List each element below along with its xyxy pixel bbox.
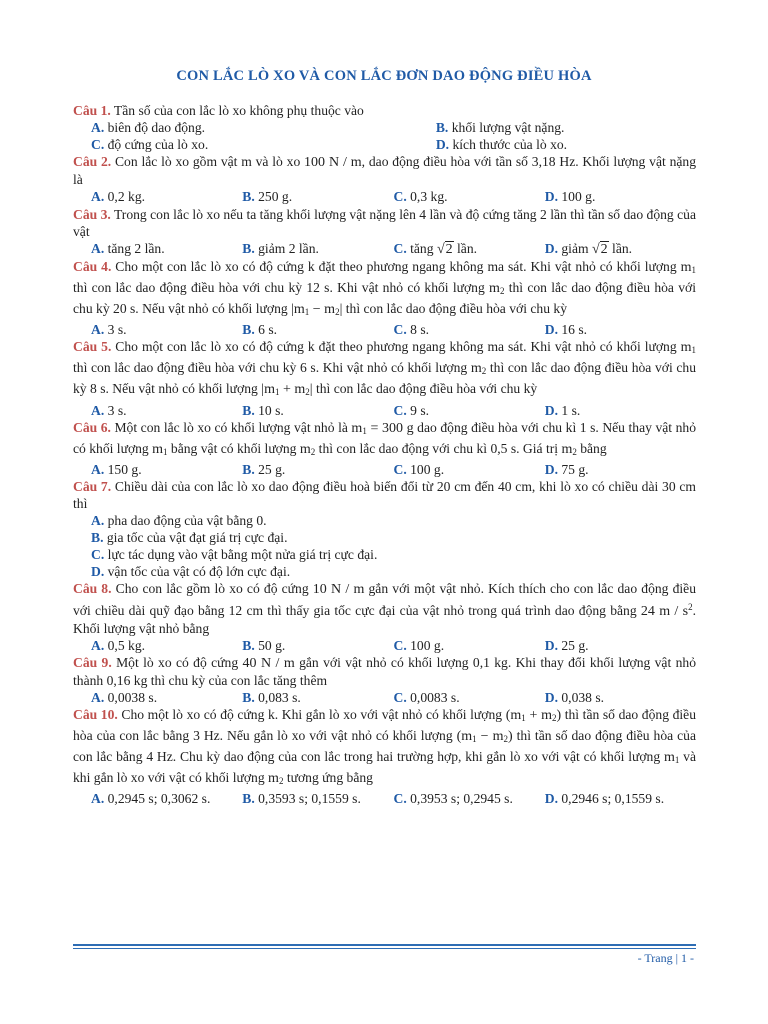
- mass-symbol: [489, 281, 504, 296]
- answer-a[interactable]: [91, 689, 242, 706]
- answer-text: 0,0038 s.: [107, 690, 158, 705]
- answer-text: 3 s.: [107, 402, 127, 418]
- sqrt-symbol: √2: [591, 241, 608, 257]
- answer-letter: A.: [91, 120, 105, 136]
- answer-d[interactable]: [545, 240, 696, 258]
- subscript: 2: [503, 734, 509, 745]
- answer-row: [73, 637, 696, 654]
- answer-text: 100 g.: [410, 461, 445, 477]
- subscript: 1: [472, 734, 477, 745]
- var: m: [268, 771, 279, 787]
- answer-letter: D.: [544, 637, 558, 653]
- answer-d[interactable]: [436, 136, 696, 153]
- answer-text: khối lượng vật nặng.: [451, 120, 565, 136]
- subscript: 1: [304, 307, 310, 318]
- math-expression: [291, 302, 342, 317]
- answer-row: [73, 689, 696, 706]
- answer-text: kích thước của lò xo.: [452, 137, 568, 153]
- answer-d[interactable]: [545, 188, 696, 205]
- answer-row: [73, 402, 696, 419]
- answer-b[interactable]: [242, 461, 393, 478]
- bar: |: [339, 302, 343, 318]
- subscript: 2: [572, 446, 577, 457]
- question-label: Câu 10.: [73, 707, 118, 723]
- math-expression: 40 N / m: [242, 655, 295, 671]
- question-label: Câu 8.: [73, 581, 112, 597]
- answer-letter: C.: [393, 240, 407, 256]
- answer-text: 3 s.: [107, 322, 127, 338]
- var: m: [489, 280, 500, 296]
- answer-letter: A.: [91, 189, 105, 205]
- question-text: Một lò xo có độ cứng: [111, 654, 243, 670]
- answer-letter: A.: [91, 791, 105, 807]
- answer-row: [73, 461, 696, 478]
- answer-letter: D.: [544, 189, 558, 205]
- operator: −: [476, 729, 493, 745]
- var: m: [351, 420, 363, 436]
- answer-letter: B.: [242, 240, 255, 256]
- question-3: [73, 206, 696, 240]
- var: m: [299, 441, 311, 457]
- subscript: 2: [499, 285, 505, 296]
- question-text: gắn với một vật nhỏ. Kích thích cho con lắc dao động điều với chiều dài quỹ đạo bằng 12 cm thì thấy gia tốc cực đại của vật nhỏ trong quá trình dao động bằng: [73, 581, 696, 618]
- question-text: dao động điều hòa với chu kì 1 s. Nếu thay vật nhỏ có khối lượng: [73, 419, 696, 456]
- answer-text: 100 g.: [410, 637, 445, 653]
- answer-letter: C.: [393, 637, 407, 653]
- var: m: [152, 441, 164, 457]
- answer-text: vận tốc của vật có độ lớn cực đại.: [107, 564, 291, 580]
- answer-letter: C.: [393, 791, 407, 807]
- var: m: [680, 259, 692, 275]
- answer-text: 0,2 kg.: [107, 189, 146, 205]
- question-5: [73, 338, 696, 401]
- var: m: [470, 361, 482, 377]
- answer-text: 0,3 kg.: [410, 189, 448, 205]
- answer-a[interactable]: [91, 790, 242, 807]
- mass-symbol: [152, 442, 167, 457]
- answer-text: 100 g.: [561, 189, 596, 205]
- subscript: 1: [521, 713, 526, 724]
- answer-text: 0,2945 s; 0,3062 s.: [107, 791, 211, 807]
- question-text: Con lắc lò xo gồm vật m và lò xo: [111, 154, 305, 170]
- subscript: 1: [691, 345, 696, 356]
- answer-text: 6 s.: [258, 322, 278, 338]
- answer-b[interactable]: [242, 402, 393, 419]
- operator: +: [279, 382, 295, 398]
- subscript: 1: [163, 446, 168, 457]
- question-text: tương ứng bằng: [283, 770, 373, 786]
- answer-letter: B.: [91, 530, 104, 546]
- answer-text: 25 g.: [258, 461, 286, 477]
- math-expression: [506, 708, 561, 723]
- answer-letter: C.: [393, 189, 407, 205]
- question-text: gắn với vật nhỏ có khối lượng 0,1 kg. Khi thay đổi khối lượng vật nhỏ thành 0,16 kg thì chu kỳ của con lắc tăng thêm: [73, 654, 696, 688]
- answer-b[interactable]: [242, 790, 393, 807]
- question-text: thì con lắc dao động điều hòa với chu kỳ 6 s. Khi vật nhỏ có khối lượng: [73, 360, 471, 376]
- answer-d[interactable]: [545, 321, 696, 338]
- math-expression: [640, 601, 693, 619]
- var: m: [561, 441, 573, 457]
- answer-row: [73, 790, 696, 807]
- question-text: Tần số của con lắc lò xo không phụ thuộc vào: [110, 103, 364, 118]
- answer-b[interactable]: [242, 240, 393, 258]
- question-6: [73, 419, 696, 461]
- answer-a[interactable]: [91, 240, 242, 258]
- var: m: [294, 382, 306, 398]
- question-8: [73, 580, 696, 636]
- radicand: 2: [600, 241, 608, 257]
- var: m: [663, 750, 675, 766]
- answer-letter: D.: [91, 564, 105, 580]
- var: m: [293, 302, 305, 318]
- answer-c[interactable]: [394, 790, 545, 807]
- answer-text: 8 s.: [410, 322, 430, 338]
- question-label: Câu 1.: [73, 103, 111, 118]
- answer-text: 10 s.: [258, 402, 284, 418]
- paren: ): [556, 708, 562, 724]
- var: m: [324, 302, 336, 318]
- answer-text: 0,3593 s; 0,1559 s.: [258, 791, 361, 807]
- answer-letter: C.: [91, 137, 105, 153]
- answer-letter: D.: [435, 137, 450, 153]
- question-label: Câu 2.: [73, 154, 112, 170]
- answer-text: gia tốc của vật đạt giá trị cực đại.: [106, 530, 288, 546]
- operator: +: [525, 708, 542, 724]
- subscript: 2: [335, 307, 340, 318]
- answer-row: [73, 321, 696, 338]
- subscript: 1: [691, 264, 696, 275]
- answer-text: 9 s.: [410, 402, 430, 418]
- answer-a[interactable]: [91, 119, 436, 136]
- answer-text: 0,0083 s.: [410, 690, 460, 705]
- answer-text: biên độ dao động.: [107, 120, 206, 136]
- question-text: Trong con lắc lò xo nếu ta tăng khối lượng vật nặng lên 4 lần và độ cứng tăng 2 lần thì tần số dao động của vật: [73, 206, 696, 239]
- var: m: [264, 382, 275, 398]
- answer-c[interactable]: [394, 689, 545, 706]
- answer-letter: C.: [393, 461, 407, 477]
- question-text: thì con lắc dao động điều hòa với chu kỳ 20 s. Nếu vật nhỏ có khối lượng: [73, 279, 696, 317]
- var: m: [492, 729, 504, 745]
- question-10: [73, 706, 696, 790]
- subscript: 1: [362, 425, 367, 436]
- answer-letter: B.: [242, 461, 255, 477]
- question-text: Chiều dài của con lắc lò xo dao động điều hoà biến đổi từ 20 cm đến 40 cm, khi lò xo có chiều dài 30 cm thì: [73, 478, 696, 511]
- question-4: [73, 258, 696, 321]
- question-label: Câu 9.: [73, 654, 112, 670]
- answer-letter: B.: [242, 690, 255, 705]
- answer-text: 250 g.: [258, 189, 293, 205]
- question-text: . Khối lượng vật nhỏ bằng: [73, 602, 696, 636]
- value: 24 m / s: [640, 603, 689, 619]
- answer-letter: D.: [544, 402, 558, 418]
- answer-text: 1 s.: [561, 402, 581, 418]
- answer-text: 150 g.: [107, 461, 142, 477]
- answer-text: 0,3953 s; 0,2945 s.: [410, 791, 513, 807]
- paren: (: [456, 729, 462, 745]
- answer-letter: D.: [544, 690, 558, 705]
- paren: (: [505, 708, 511, 724]
- answer-row: [73, 119, 696, 136]
- question-text: bằng: [576, 440, 607, 456]
- footer-divider: [73, 944, 696, 946]
- answer-text: 75 g.: [561, 461, 589, 477]
- paren: ): [508, 729, 513, 745]
- question-text: thì con lắc dao động với chu kì 0,5 s. Giá trị: [315, 440, 562, 456]
- answer-text: pha dao động của vật bằng 0.: [107, 513, 267, 529]
- mass-symbol: [561, 442, 576, 457]
- answer-letter: D.: [544, 240, 558, 256]
- sqrt-symbol: √2: [436, 241, 453, 257]
- subscript: 2: [278, 776, 284, 787]
- answer-b[interactable]: [242, 689, 393, 706]
- answer-letter: A.: [91, 637, 105, 653]
- value: = 300 g: [370, 420, 414, 436]
- answer-text: 25 g.: [561, 637, 589, 653]
- subscript: 2: [310, 446, 316, 457]
- answer-b[interactable]: [436, 119, 696, 136]
- answer-d[interactable]: [545, 790, 696, 807]
- answer-text: 0,2946 s; 0,1559 s.: [561, 791, 665, 807]
- answer-text: tăng 2 lần.: [107, 240, 165, 256]
- answer-a[interactable]: [73, 512, 696, 529]
- question-2: [73, 153, 696, 188]
- answer-d[interactable]: [545, 402, 696, 419]
- subscript: 1: [274, 387, 280, 398]
- question-text: thì con lắc dao động điều hòa với chu kỳ: [342, 301, 568, 317]
- answer-letter: A.: [91, 402, 105, 418]
- question-label: Câu 3.: [73, 206, 111, 222]
- answer-c[interactable]: [394, 240, 545, 258]
- question-text: thì con lắc dao động điều hòa với chu kỳ: [312, 381, 538, 397]
- footer-divider-thin: [73, 948, 696, 949]
- question-label: Câu 7.: [73, 478, 112, 494]
- answer-a[interactable]: [91, 402, 242, 419]
- page-title: CON LẮC LÒ XO VÀ CON LẮC ĐƠN DAO ĐỘNG ĐIỀU HÒA: [176, 68, 592, 84]
- answer-text: lần.: [453, 240, 478, 256]
- answer-c[interactable]: [394, 321, 545, 338]
- var: m: [510, 708, 522, 724]
- mass-symbol: [681, 340, 696, 355]
- answer-letter: A.: [91, 690, 105, 705]
- answer-a[interactable]: [91, 321, 242, 338]
- question-label: Câu 6.: [73, 419, 111, 435]
- mass-symbol: [664, 750, 679, 765]
- answer-letter: B.: [242, 189, 255, 205]
- question-label: Câu 4.: [73, 258, 112, 274]
- answer-letter: B.: [242, 637, 255, 653]
- answer-letter: C.: [393, 402, 407, 418]
- answer-c[interactable]: [394, 461, 545, 478]
- answer-a[interactable]: [91, 637, 242, 654]
- answer-d[interactable]: [545, 637, 696, 654]
- math-expression: [261, 382, 312, 397]
- mass-symbol: [300, 442, 315, 457]
- subscript: 2: [551, 713, 557, 724]
- answer-letter: A.: [91, 461, 105, 477]
- answer-c[interactable]: [73, 546, 696, 563]
- question-9: [73, 654, 696, 689]
- var: m: [461, 729, 473, 745]
- answer-letter: D.: [544, 322, 558, 338]
- answer-letter: B.: [435, 120, 449, 136]
- answer-letter: C.: [393, 322, 407, 338]
- subscript: 1: [674, 755, 680, 766]
- answer-row: [73, 240, 696, 258]
- answer-text: giảm 2 lần.: [258, 240, 319, 256]
- answer-b[interactable]: [242, 188, 393, 205]
- radicand: 2: [445, 241, 453, 257]
- question-text: Cho một lò xo có độ cứng k. Khi gắn lò xo với vật nhỏ có khối lượng: [117, 707, 506, 723]
- answer-text: lần.: [608, 240, 633, 256]
- question-text: Cho con lắc gồm lò xo có độ cứng: [111, 581, 313, 597]
- answer-b[interactable]: [73, 529, 696, 546]
- answer-text: 50 g.: [258, 637, 286, 653]
- question-7: [73, 478, 696, 512]
- math-expression: [457, 729, 513, 744]
- answer-row: [73, 188, 696, 205]
- answer-text: lực tác dụng vào vật bằng một nửa giá trị cực đại.: [107, 547, 378, 563]
- answer-text: tăng: [410, 240, 437, 256]
- question-list: [73, 102, 696, 808]
- answer-text: 16 s.: [561, 322, 588, 338]
- answer-letter: B.: [242, 791, 255, 807]
- answer-c[interactable]: [394, 402, 545, 419]
- mass-symbol: [268, 771, 283, 786]
- mass-symbol: [681, 260, 696, 275]
- question-text: Một con lắc lò xo có khối lượng vật nhỏ là: [110, 419, 352, 435]
- answer-letter: B.: [242, 322, 255, 338]
- answer-letter: A.: [91, 322, 105, 338]
- question-text: thì con lắc dao động điều hòa với chu kỳ 12 s. Khi vật nhỏ có khối lượng: [73, 279, 490, 295]
- math-expression: [351, 421, 413, 436]
- var: m: [541, 708, 552, 724]
- question-label: Câu 5.: [73, 339, 112, 355]
- answer-letter: A.: [91, 240, 105, 256]
- answer-text: giảm: [561, 240, 592, 256]
- answer-a[interactable]: [91, 461, 242, 478]
- question-text: , dao động điều hòa với tần số 3,18 Hz. Khối lượng vật nặng là: [73, 154, 696, 188]
- answer-letter: C.: [91, 547, 105, 563]
- question-text: và khi gắn lò xo với vật có khối lượng: [73, 749, 696, 786]
- answer-letter: C.: [393, 690, 407, 705]
- operator: −: [309, 302, 325, 318]
- answer-letter: B.: [242, 402, 255, 418]
- answer-a[interactable]: [91, 188, 242, 205]
- question-1: [73, 102, 696, 119]
- answer-row: [73, 136, 696, 153]
- question-text: thì tần số dao động điều hòa của con lắc bằng 4 Hz. Chu kỳ dao động của con lắc trong hai trường hợp, khi gắn lò xo với vật có khối lượng: [73, 728, 696, 765]
- answer-d[interactable]: [73, 563, 696, 580]
- question-text: thì tần số dao động điều hòa của con lắc bằng 3 Hz. Nếu gắn lò xo với vật nhỏ có khối lượng: [73, 707, 697, 744]
- math-expression: 10 N / m: [312, 582, 365, 598]
- answer-d[interactable]: [545, 461, 696, 478]
- subscript: 2: [481, 366, 487, 377]
- superscript: 2: [688, 601, 693, 612]
- bar: |: [291, 302, 294, 318]
- answer-d[interactable]: [545, 689, 696, 706]
- answer-text: độ cứng của lò xo.: [107, 137, 209, 153]
- answer-c[interactable]: [394, 637, 545, 654]
- math-expression: 100 N / m: [304, 155, 362, 171]
- answer-b[interactable]: [242, 321, 393, 338]
- answer-b[interactable]: [242, 637, 393, 654]
- answer-c[interactable]: [91, 136, 436, 153]
- answer-text: 0,083 s.: [258, 690, 301, 705]
- subscript: 2: [305, 387, 310, 398]
- question-text: Cho một con lắc lò xo có độ cứng k đặt theo phương ngang không ma sát. Khi vật nhỏ có khối lượng: [111, 258, 681, 274]
- var: m: [680, 340, 692, 356]
- question-text: bằng vật có khối lượng: [167, 440, 300, 456]
- answer-letter: A.: [91, 513, 105, 529]
- page-number: - Trang | 1 -: [637, 951, 694, 965]
- bar: |: [261, 382, 265, 398]
- answer-c[interactable]: [394, 188, 545, 205]
- question-text: Cho một con lắc lò xo có độ cứng k đặt theo phương ngang không ma sát. Khi vật nhỏ có khối lượng: [111, 339, 681, 355]
- bar: |: [309, 382, 313, 398]
- question-text: thì con lắc dao động điều hòa với chu kỳ 8 s. Nếu vật nhỏ có khối lượng: [73, 360, 696, 397]
- answer-text: 0,5 kg.: [107, 637, 146, 653]
- mass-symbol: [471, 361, 486, 376]
- answer-text: 0,038 s.: [561, 690, 605, 705]
- answer-letter: D.: [544, 461, 558, 477]
- answer-letter: D.: [544, 791, 558, 807]
